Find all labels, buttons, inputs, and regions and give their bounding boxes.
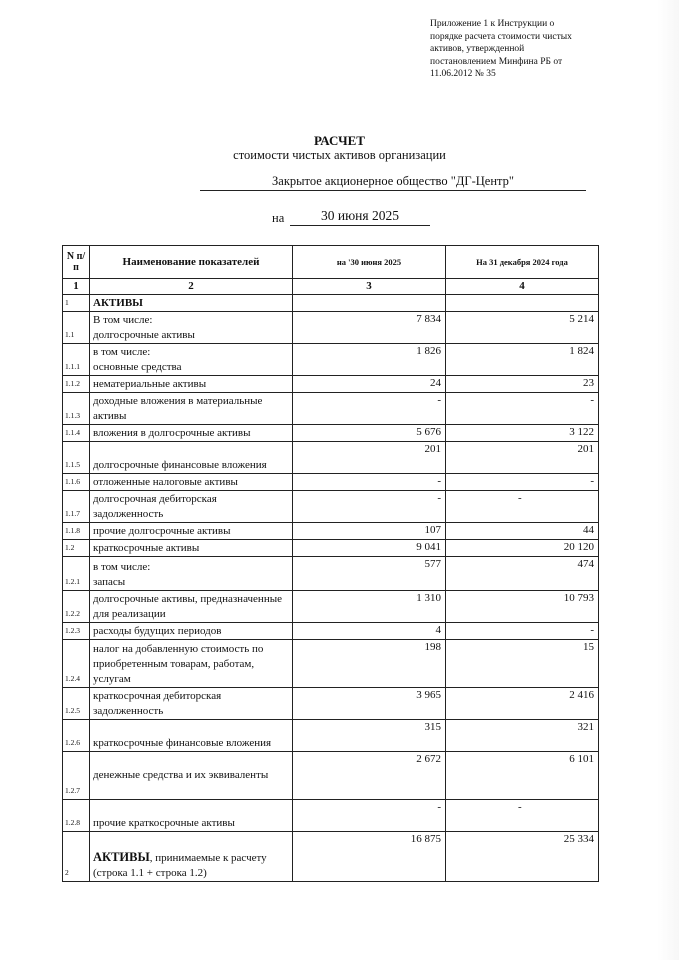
row-number: 1.2.6 <box>63 720 90 752</box>
row-name: долгосрочные активы, предназначенные для реализации <box>90 591 293 623</box>
value-current <box>293 295 446 312</box>
header-col4: На 31 декабря 2024 года <box>446 246 599 279</box>
value-previous: 23 <box>446 376 599 393</box>
row-number: 1.2.3 <box>63 623 90 640</box>
row-name: краткосрочная дебиторская задолженность <box>90 688 293 720</box>
row-number: 1.1.4 <box>63 425 90 442</box>
row-number: 1.1.3 <box>63 393 90 425</box>
row-name: краткосрочные финансовые вложения <box>90 720 293 752</box>
table-row <box>63 540 599 557</box>
row-name: денежные средства и их эквиваленты <box>90 752 293 800</box>
value-previous: - <box>446 474 599 491</box>
value-previous: 2 416 <box>446 688 599 720</box>
net-assets-table <box>62 245 599 882</box>
header-col3: на '30 июня 2025 <box>293 246 446 279</box>
row-number: 1.1.5 <box>63 442 90 474</box>
row-name: АКТИВЫ <box>90 295 293 312</box>
row-number: 1.1.6 <box>63 474 90 491</box>
table-header-row <box>63 246 599 279</box>
row-name: долгосрочные финансовые вложения <box>90 442 293 474</box>
value-previous: 10 793 <box>446 591 599 623</box>
value-previous: - <box>446 393 599 425</box>
row-name: доходные вложения в материальные активы <box>90 393 293 425</box>
table-row <box>63 832 599 882</box>
index-cell: 3 <box>293 279 446 295</box>
row-number: 1.2.2 <box>63 591 90 623</box>
value-previous: 3 122 <box>446 425 599 442</box>
row-name: прочие краткосрочные активы <box>90 800 293 832</box>
table-row <box>63 800 599 832</box>
row-name: нематериальные активы <box>90 376 293 393</box>
value-previous: 5 214 <box>446 312 599 344</box>
row-name: прочие долгосрочные активы <box>90 523 293 540</box>
value-current: 7 834 <box>293 312 446 344</box>
table-row <box>63 623 599 640</box>
row-name: вложения в долгосрочные активы <box>90 425 293 442</box>
index-cell: 4 <box>446 279 599 295</box>
value-current: 577 <box>293 557 446 591</box>
table-row <box>63 393 599 425</box>
value-current: - <box>293 474 446 491</box>
index-cell: 1 <box>63 279 90 295</box>
appendix-note: Приложение 1 к Инструкции о порядке расчета стоимости чистых активов, утвержденной постановлением Минфина РБ от 11.06.2012 № 35 <box>430 19 572 79</box>
value-previous: - <box>446 491 599 523</box>
table-row <box>63 425 599 442</box>
value-current: 107 <box>293 523 446 540</box>
row-number: 1.2 <box>63 540 90 557</box>
row-name: налог на добавленную стоимость по приобретенным товарам, работам, услугам <box>90 640 293 688</box>
table-row <box>63 591 599 623</box>
scan-shadow <box>657 0 679 960</box>
row-name: в том числе: основные средства <box>90 344 293 376</box>
row-number: 1.1.1 <box>63 344 90 376</box>
index-cell: 2 <box>90 279 293 295</box>
row-name: краткосрочные активы <box>90 540 293 557</box>
row-name: расходы будущих периодов <box>90 623 293 640</box>
table-row <box>63 344 599 376</box>
row-number: 1.2.8 <box>63 800 90 832</box>
header-num: N п/п <box>63 246 90 279</box>
value-previous: 20 120 <box>446 540 599 557</box>
row-number: 1.1.8 <box>63 523 90 540</box>
value-previous: 474 <box>446 557 599 591</box>
value-current: 9 041 <box>293 540 446 557</box>
row-number: 1.2.1 <box>63 557 90 591</box>
table-row <box>63 720 599 752</box>
table-row <box>63 523 599 540</box>
table-row <box>63 752 599 800</box>
row-number: 1.2.5 <box>63 688 90 720</box>
row-name-bold: АКТИВЫ <box>93 850 150 864</box>
row-name: отложенные налоговые активы <box>90 474 293 491</box>
value-previous: - <box>446 800 599 832</box>
table-row <box>63 312 599 344</box>
value-previous: 321 <box>446 720 599 752</box>
value-current: - <box>293 800 446 832</box>
row-name: АКТИВЫ, принимаемые к расчету (строка 1.1 + строка 1.2) <box>90 832 293 882</box>
value-current: 4 <box>293 623 446 640</box>
value-previous: 44 <box>446 523 599 540</box>
row-name: В том числе: долгосрочные активы <box>90 312 293 344</box>
value-current: 5 676 <box>293 425 446 442</box>
row-number: 1.1.7 <box>63 491 90 523</box>
table-row <box>63 557 599 591</box>
header-name: Наименование показателей <box>90 246 293 279</box>
row-number: 1 <box>63 295 90 312</box>
value-current: 1 310 <box>293 591 446 623</box>
value-current: 315 <box>293 720 446 752</box>
table-row <box>63 640 599 688</box>
table-row <box>63 295 599 312</box>
table-row <box>63 474 599 491</box>
value-previous: 6 101 <box>446 752 599 800</box>
value-current: 198 <box>293 640 446 688</box>
document-title: РАСЧЕТ <box>314 133 365 148</box>
row-number: 1.2.7 <box>63 752 90 800</box>
table-row <box>63 491 599 523</box>
row-number: 1.1 <box>63 312 90 344</box>
value-current: 201 <box>293 442 446 474</box>
row-name: долгосрочная дебиторская задолженность <box>90 491 293 523</box>
value-previous: 25 334 <box>446 832 599 882</box>
date-prefix: на <box>272 211 285 225</box>
report-date: 30 июня 2025 <box>290 208 430 226</box>
row-number: 2 <box>63 832 90 882</box>
table-row <box>63 688 599 720</box>
value-previous: - <box>446 623 599 640</box>
table-index-row <box>63 279 599 295</box>
row-number: 1.1.2 <box>63 376 90 393</box>
organization-name: Закрытое акционерное общество "ДГ-Центр" <box>200 174 586 191</box>
value-previous: 15 <box>446 640 599 688</box>
table-row <box>63 376 599 393</box>
table-row <box>63 442 599 474</box>
value-current: 24 <box>293 376 446 393</box>
value-previous: 201 <box>446 442 599 474</box>
value-current: 3 965 <box>293 688 446 720</box>
value-current: 2 672 <box>293 752 446 800</box>
value-previous: 1 824 <box>446 344 599 376</box>
row-number: 1.2.4 <box>63 640 90 688</box>
value-current: - <box>293 393 446 425</box>
value-current: 16 875 <box>293 832 446 882</box>
value-previous <box>446 295 599 312</box>
value-current: 1 826 <box>293 344 446 376</box>
row-name: в том числе: запасы <box>90 557 293 591</box>
value-current: - <box>293 491 446 523</box>
document-subtitle: стоимости чистых активов организации <box>233 148 446 162</box>
